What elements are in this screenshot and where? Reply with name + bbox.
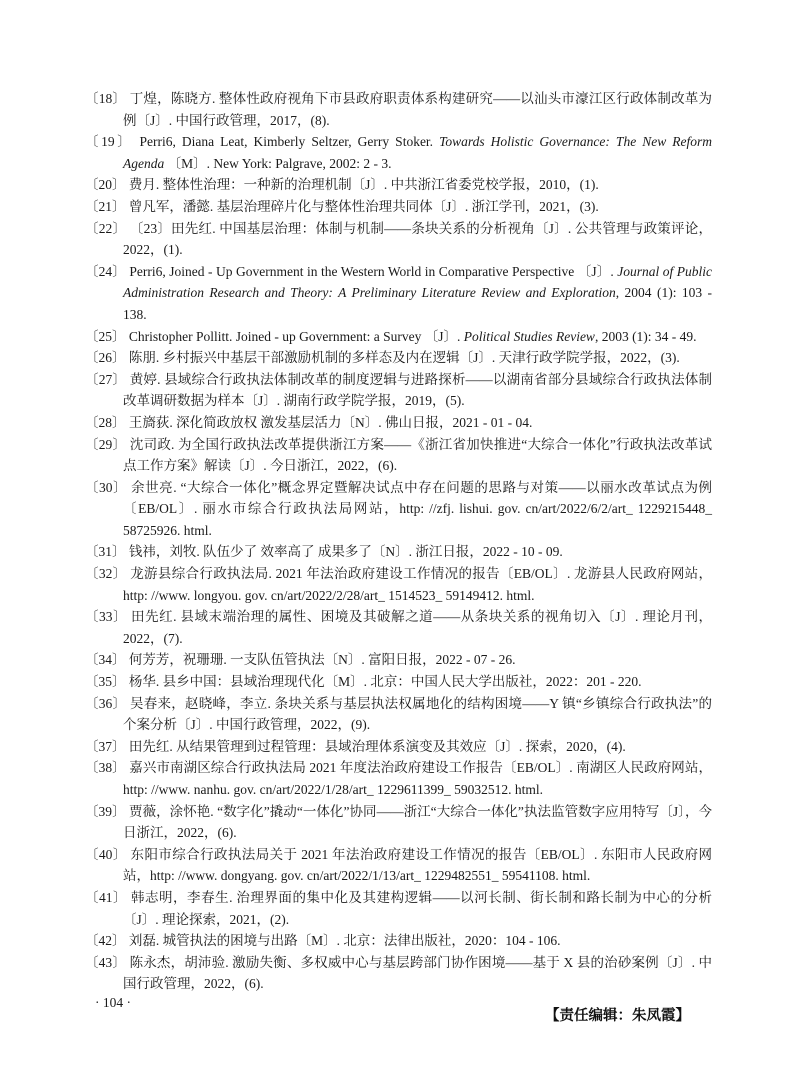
reference-item — [85, 347, 712, 369]
reference-number: 〔40〕 — [85, 846, 127, 862]
page-content — [85, 88, 712, 1025]
reference-item — [85, 477, 712, 542]
reference-title-italic: Political Studies Review — [463, 328, 595, 344]
reference-number: 〔36〕 — [85, 695, 127, 711]
reference-item — [85, 736, 712, 758]
reference-text: 田先红. 县域末端治理的属性、困境及其破解之道——从条块关系的视角切入〔J〕. 理论月刊，2022，(7). — [123, 609, 712, 646]
reference-text: 丁煌，陈晓方. 整体性政府视角下市县政府职责体系构建研究——以汕头市濠江区行政体制改革为例〔J〕. 中国行政管理，2017，(8). — [123, 91, 713, 128]
reference-item — [85, 369, 712, 412]
reference-item — [85, 88, 712, 131]
reference-number: 〔27〕 — [85, 371, 127, 387]
reference-text: 何芳芳，祝珊珊. 一支队伍管执法〔N〕. 富阳日报，2022 - 07 - 26. — [128, 652, 516, 668]
reference-item — [85, 649, 712, 671]
reference-text: 东阳市综合行政执法局关于 2021 年法治政府建设工作情况的报告〔EB/OL〕. 东阳市人民政府网站，http: //www. dongyang. gov. cn/art/2022/1/13/art_ 1229482551_ 59541108. html. — [123, 846, 713, 884]
reference-text: 钱祎，刘牧. 队伍少了 效率高了 成果多了〔N〕. 浙江日报，2022 - 10 - 09. — [128, 544, 563, 560]
reference-item — [85, 606, 712, 649]
reference-text: 〔23〕田先红. 中国基层治理：体制与机制——条块关系的分析视角〔J〕. 公共管理与政策评论，2022，(1). — [123, 220, 713, 258]
reference-text: 费月. 整体性治理：一种新的治理机制〔J〕. 中共浙江省委党校学报，2010，(1). — [128, 177, 599, 193]
reference-list — [85, 88, 712, 995]
reference-text: 黄婷. 县域综合行政执法体制改革的制度逻辑与进路探析——以湖南省部分县域综合行政执法体制改革调研数据为样本〔J〕. 湖南行政学院学报，2019，(5). — [123, 371, 713, 409]
reference-number: 〔34〕 — [85, 652, 126, 668]
reference-number: 〔30〕 — [85, 479, 128, 495]
reference-item — [85, 930, 712, 952]
reference-text: 余世亮. “大综合一体化”概念界定暨解决试点中存在问题的思路与对策——以丽水改革试点为例〔EB/OL〕. 丽水市综合行政执法局网站，http: //zfj. lishui. gov. cn/art/2022/6/2/art_ 1229215448_ 58725926. html. — [123, 479, 713, 538]
reference-item — [85, 261, 712, 326]
reference-item — [85, 952, 712, 995]
reference-item — [85, 218, 712, 261]
reference-item — [85, 563, 712, 606]
reference-item — [85, 434, 712, 477]
reference-text: Perri6, Diana Leat, Kimberly Seltzer, Gerry Stoker. — [139, 134, 440, 150]
reference-text: 曾凡军，潘懿. 基层治理碎片化与整体性治理共同体〔J〕. 浙江学刊，2021，(3). — [128, 198, 599, 214]
reference-text: , 2003 (1): 34 - 49. — [594, 328, 697, 344]
reference-number: 〔35〕 — [85, 674, 126, 690]
reference-text: 龙游县综合行政执法局. 2021 年法治政府建设工作情况的报告〔EB/OL〕. 龙游县人民政府网站，http: //www. longyou. gov. cn/art/2022/2/28/art_ 1514523_ 59149412. html. — [123, 566, 713, 603]
reference-number: 〔41〕 — [85, 889, 128, 905]
reference-text: 田先红. 从结果管理到过程管理：县域治理体系演变及其效应〔J〕. 探索，2020，(4). — [128, 738, 626, 754]
reference-item — [85, 887, 712, 930]
reference-text: 嘉兴市南湖区综合行政执法局 2021 年度法治政府建设工作报告〔EB/OL〕. 南湖区人民政府网站，http: //www. nanhu. gov. cn/art/2022/1/28/art_ 1229611399_ 59032512. html. — [123, 760, 712, 797]
reference-number: 〔28〕 — [85, 414, 126, 430]
reference-number: 〔22〕 — [85, 220, 127, 236]
reference-text: 吴春来，赵晓峰，李立. 条块关系与基层执法权属地化的结构困境——Y 镇“乡镇综合行政执法”的个案分析〔J〕. 中国行政管理，2022，(9). — [123, 695, 713, 733]
reference-item — [85, 541, 712, 563]
reference-number: 〔39〕 — [85, 803, 126, 819]
reference-number: 〔33〕 — [85, 609, 128, 625]
reference-text: 陈朋. 乡村振兴中基层干部激励机制的多样态及内在逻辑〔J〕. 天津行政学院学报，2022，(3). — [128, 350, 680, 366]
reference-number: 〔26〕 — [85, 350, 126, 366]
reference-number: 〔18〕 — [85, 91, 127, 106]
reference-item — [85, 196, 712, 218]
reference-item — [85, 326, 712, 348]
reference-text: Perri6, Joined - Up Government in the Western World in Comparative Perspective 〔J〕. — [129, 263, 618, 279]
reference-text: 贾薇，涂怀艳. “数字化”撬动“一体化”协同——浙江“大综合一体化”执法监管数字应用特写〔J〕，今日浙江，2022，(6). — [123, 803, 713, 841]
reference-text: 韩志明，李春生. 治理界面的集中化及其建构逻辑——以河长制、街长制和路长制为中心的分析〔J〕. 理论探索，2021，(2). — [123, 889, 713, 927]
reference-item — [85, 801, 712, 844]
reference-item — [85, 757, 712, 800]
reference-number: 〔38〕 — [85, 760, 126, 776]
reference-number: 〔42〕 — [85, 933, 126, 949]
reference-text: , 2004 (1): 103 - 138. — [123, 285, 712, 322]
reference-number: 〔37〕 — [85, 738, 126, 754]
reference-title-italic: Towards Holistic Governance: The New Reform Agenda — [123, 134, 712, 171]
reference-text: 刘磊. 城管执法的困境与出路〔M〕. 北京：法律出版社，2020：104 - 106. — [128, 933, 561, 949]
reference-number: 〔25〕 — [85, 328, 126, 344]
reference-item — [85, 671, 712, 693]
reference-number: 〔31〕 — [85, 544, 126, 560]
reference-number: 〔32〕 — [85, 566, 127, 582]
reference-text: 陈永杰，胡沛验. 激励失衡、多权威中心与基层跨部门协作困境——基于 X 县的治砂案例〔J〕. 中国行政管理，2022，(6). — [123, 954, 713, 992]
reference-number: 〔20〕 — [85, 177, 126, 193]
reference-number: 〔43〕 — [85, 954, 127, 970]
reference-text: 〔M〕. New York: Palgrave, 2002: 2 - 3. — [164, 155, 392, 171]
reference-number: 〔24〕 — [85, 263, 126, 279]
responsible-editor-note: 【责任编辑：朱凤霞】 — [545, 1007, 690, 1024]
reference-item — [85, 844, 712, 887]
reference-text: Christopher Pollitt. Joined - up Government: a Survey 〔J〕. — [128, 328, 464, 344]
reference-text: 沈司政. 为全国行政执法改革提供浙江方案——《浙江省加快推进“大综合一体化”行政执法改革试点工作方案》解读〔J〕. 今日浙江，2022，(6). — [123, 436, 713, 474]
reference-text: 杨华. 县乡中国：县域治理现代化〔M〕. 北京：中国人民大学出版社，2022：201 - 220. — [128, 674, 642, 690]
reference-item — [85, 693, 712, 736]
reference-number: 〔29〕 — [85, 436, 127, 452]
reference-title-italic: Journal of Public Administration Research and Theory: A Preliminary Literature Review and Exploration — [123, 263, 713, 301]
reference-item — [85, 131, 712, 174]
reference-number: 〔19〕 — [85, 134, 134, 150]
reference-item — [85, 412, 712, 434]
reference-item — [85, 174, 712, 196]
reference-number: 〔21〕 — [85, 198, 126, 214]
reference-text: 王旖荻. 深化简政放权 激发基层活力〔N〕. 佛山日报，2021 - 01 - 04. — [128, 414, 533, 430]
page-number: · 104 · — [95, 995, 131, 1010]
